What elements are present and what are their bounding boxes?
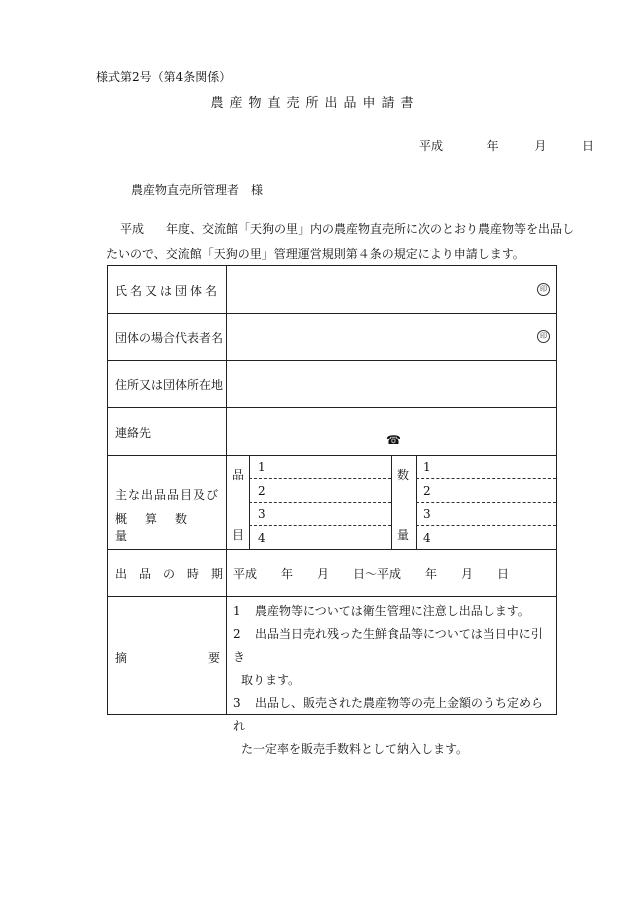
qty-number: 3	[423, 507, 431, 521]
date-year: 年	[486, 139, 499, 153]
representative-field[interactable]	[226, 313, 556, 360]
seal-mark-icon: 印	[537, 330, 550, 343]
remark-item	[233, 600, 553, 761]
remark-text: 農産物等については衛生管理に注意し出品します。	[255, 604, 530, 618]
phone-icon: ☎	[386, 433, 401, 447]
qty-number: 2	[423, 484, 431, 498]
item-number: 1	[258, 460, 266, 474]
intro-era: 平成	[120, 222, 145, 236]
intro-line1: 年度、交流館「天狗の里」内の農産物直売所に次のとおり農産物等を出品し	[166, 222, 575, 236]
date-era: 平成	[419, 139, 444, 153]
remark-text: 取ります。	[241, 673, 301, 687]
remark-number: 1	[233, 604, 241, 618]
qty-number: 4	[423, 531, 431, 545]
intro-text	[106, 217, 576, 267]
period-value: 平成 年 月 日～平成 年 月 日	[233, 567, 510, 581]
date-day: 日	[582, 139, 595, 153]
address-field[interactable]	[226, 360, 556, 407]
item-char-bottom: 目	[232, 528, 245, 542]
period-label: 出品の時期	[115, 567, 236, 581]
items-label-line1: 主な出品品目及び	[115, 488, 220, 502]
addressee: 農産物直売所管理者 様	[131, 183, 264, 197]
application-table	[107, 265, 557, 756]
address-label: 住所又は団体所在地	[115, 378, 224, 392]
contact-field[interactable]	[226, 407, 556, 455]
qty-number: 1	[423, 460, 431, 474]
intro-line2: たいので、交流館「天狗の里」管理運営規則第４条の規定により申請します。	[106, 247, 525, 261]
remarks-label-right: 要	[208, 651, 221, 665]
remark-text: 出品当日売れ残った生鮮食品等については当日中に引き	[233, 627, 543, 664]
item-number: 3	[258, 507, 266, 521]
date-month: 月	[534, 139, 547, 153]
qty-char-top: 数	[397, 468, 410, 482]
qty-char-bottom: 量	[397, 528, 410, 542]
item-char-top: 品	[232, 468, 245, 482]
remark-number: 2	[233, 627, 241, 641]
contact-label: 連絡先	[115, 426, 152, 440]
remark-text: 出品し、販売された農産物等の売上金額のうち定められ	[233, 696, 544, 733]
document-title: 農産物直売所出品申請書	[210, 96, 420, 111]
remarks-label-left: 摘	[115, 651, 128, 665]
item-number: 2	[258, 484, 266, 498]
name-label: 氏名又は団体名	[115, 284, 221, 298]
items-label-line2: 概算数量	[115, 512, 206, 543]
application-date	[419, 137, 594, 154]
representative-label: 団体の場合代表者名	[115, 331, 224, 345]
item-number: 4	[258, 531, 266, 545]
name-field[interactable]	[226, 266, 556, 313]
remark-number: 3	[233, 696, 241, 710]
remark-text: た一定率を販売手数料として納入します。	[241, 742, 469, 756]
form-number: 様式第2号（第4条関係）	[96, 70, 232, 84]
seal-mark-icon: 印	[537, 283, 550, 296]
